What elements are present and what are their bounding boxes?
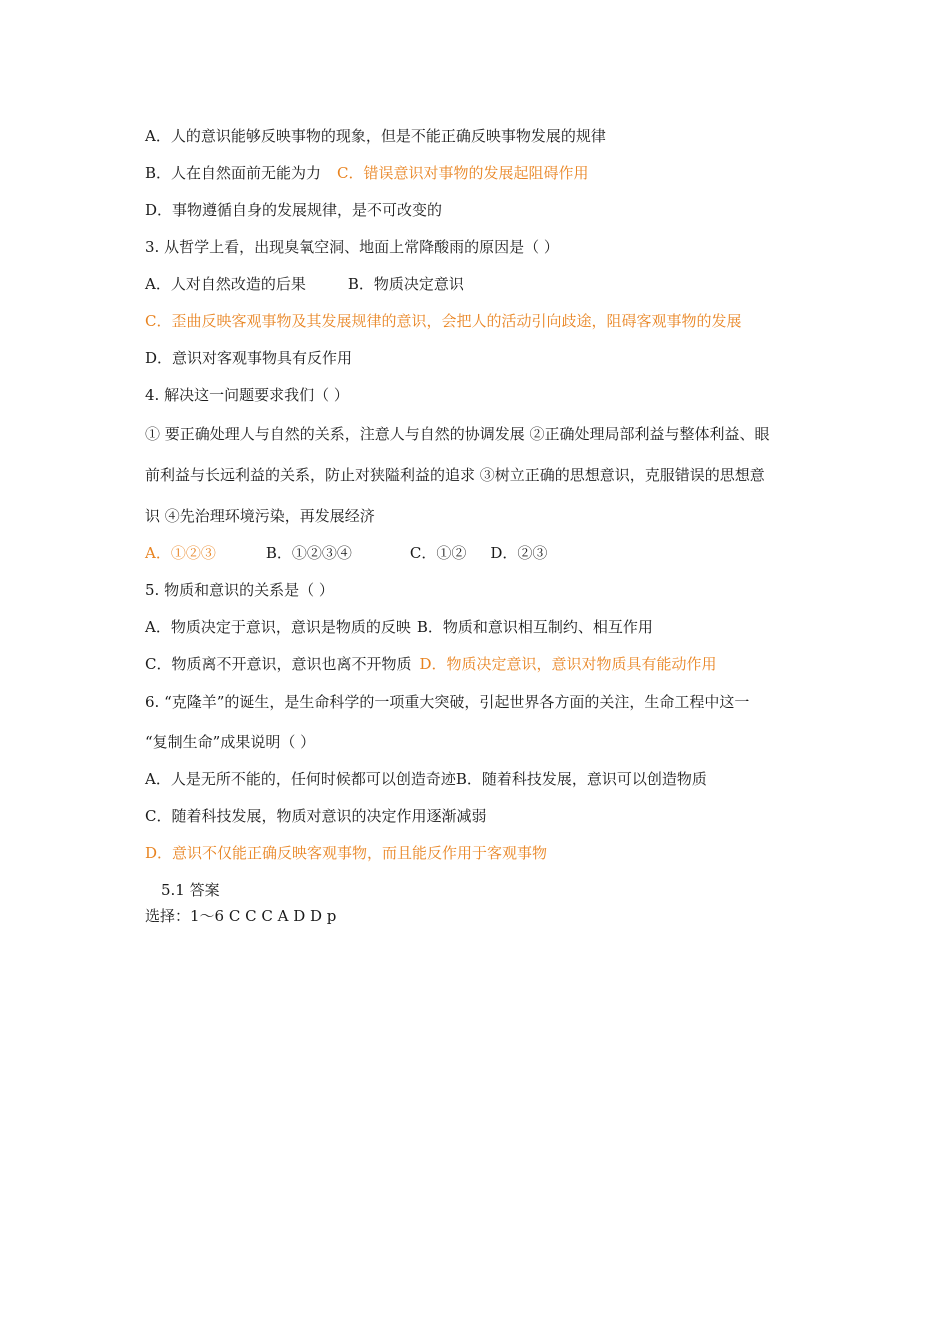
q4-stem: 4. 解决这一问题要求我们（ ） bbox=[145, 386, 349, 404]
q6-option-b: B．随着科技发展，意识可以创造物质 bbox=[455, 770, 707, 788]
q6-option-a: A．人是无所不能的，任何时候都可以创造奇迹 bbox=[145, 770, 456, 788]
answers-heading: 5.1 答案 bbox=[161, 881, 220, 899]
answers-choice-line: 选择：1～6 C C C A D D p bbox=[145, 907, 337, 925]
q5-option-c: C．物质离不开意识，意识也离不开物质 bbox=[145, 655, 412, 673]
q3-option-b: B．物质决定意识 bbox=[347, 275, 464, 293]
q3-option-d: D．意识对客观事物具有反作用 bbox=[145, 349, 353, 367]
q5-stem: 5. 物质和意识的关系是（ ） bbox=[145, 581, 334, 599]
q5-options-cd bbox=[145, 654, 717, 674]
q4-body-line-1: ① 要正确处理人与自然的关系，注意人与自然的协调发展 ②正确处理局部利益与整体利益、眼 bbox=[145, 425, 770, 443]
q4-body-line-2: 前利益与长远利益的关系，防止对狭隘利益的追求 ③树立正确的思想意识，克服错误的思想意 bbox=[145, 466, 765, 484]
q6-stem-line-1: 6. “克隆羊”的诞生，是生命科学的一项重大突破，引起世界各方面的关注，生命工程中这一 bbox=[145, 693, 750, 711]
q4-option-a-answer: A．①②③ bbox=[145, 544, 216, 562]
q5-option-d-answer: D．物质决定意识，意识对物质具有能动作用 bbox=[419, 655, 717, 673]
q3-stem: 3. 从哲学上看，出现臭氧空洞、地面上常降酸雨的原因是（ ） bbox=[145, 238, 559, 256]
q3-options-ab bbox=[145, 274, 464, 294]
q2-option-b: B．人在自然面前无能为力 bbox=[145, 164, 322, 182]
q3-option-c-answer: C．歪曲反映客观事物及其发展规律的意识，会把人的活动引向歧途，阻碍客观事物的发展 bbox=[145, 312, 742, 330]
q2-option-a: A．人的意识能够反映事物的现象，但是不能正确反映事物发展的规律 bbox=[145, 127, 606, 145]
q4-option-d: D．②③ bbox=[490, 544, 548, 562]
q4-option-c: C．①② bbox=[409, 544, 467, 562]
q2-option-c-answer: C．错误意识对事物的发展起阻碍作用 bbox=[337, 164, 589, 182]
q6-stem-line-2: “复制生命”成果说明（ ） bbox=[145, 733, 316, 751]
q3-option-a: A．人对自然改造的后果 bbox=[145, 275, 306, 293]
q6-option-d-answer: D．意识不仅能正确反映客观事物，而且能反作用于客观事物 bbox=[145, 844, 548, 862]
q5-options-ab bbox=[145, 617, 653, 637]
q2-options-bc bbox=[145, 163, 589, 183]
q5-option-a: A．物质决定于意识，意识是物质的反映 bbox=[145, 618, 411, 636]
q4-options bbox=[145, 543, 547, 563]
q5-option-b: B．物质和意识相互制约、相互作用 bbox=[416, 618, 653, 636]
q6-option-c: C．随着科技发展，物质对意识的决定作用逐渐减弱 bbox=[145, 807, 487, 825]
q6-options-ab bbox=[145, 769, 707, 789]
q4-option-b: B．①②③④ bbox=[265, 544, 352, 562]
q2-option-d: D．事物遵循自身的发展规律，是不可改变的 bbox=[145, 201, 443, 219]
q4-body-line-3: 识 ④先治理环境污染，再发展经济 bbox=[145, 507, 375, 525]
